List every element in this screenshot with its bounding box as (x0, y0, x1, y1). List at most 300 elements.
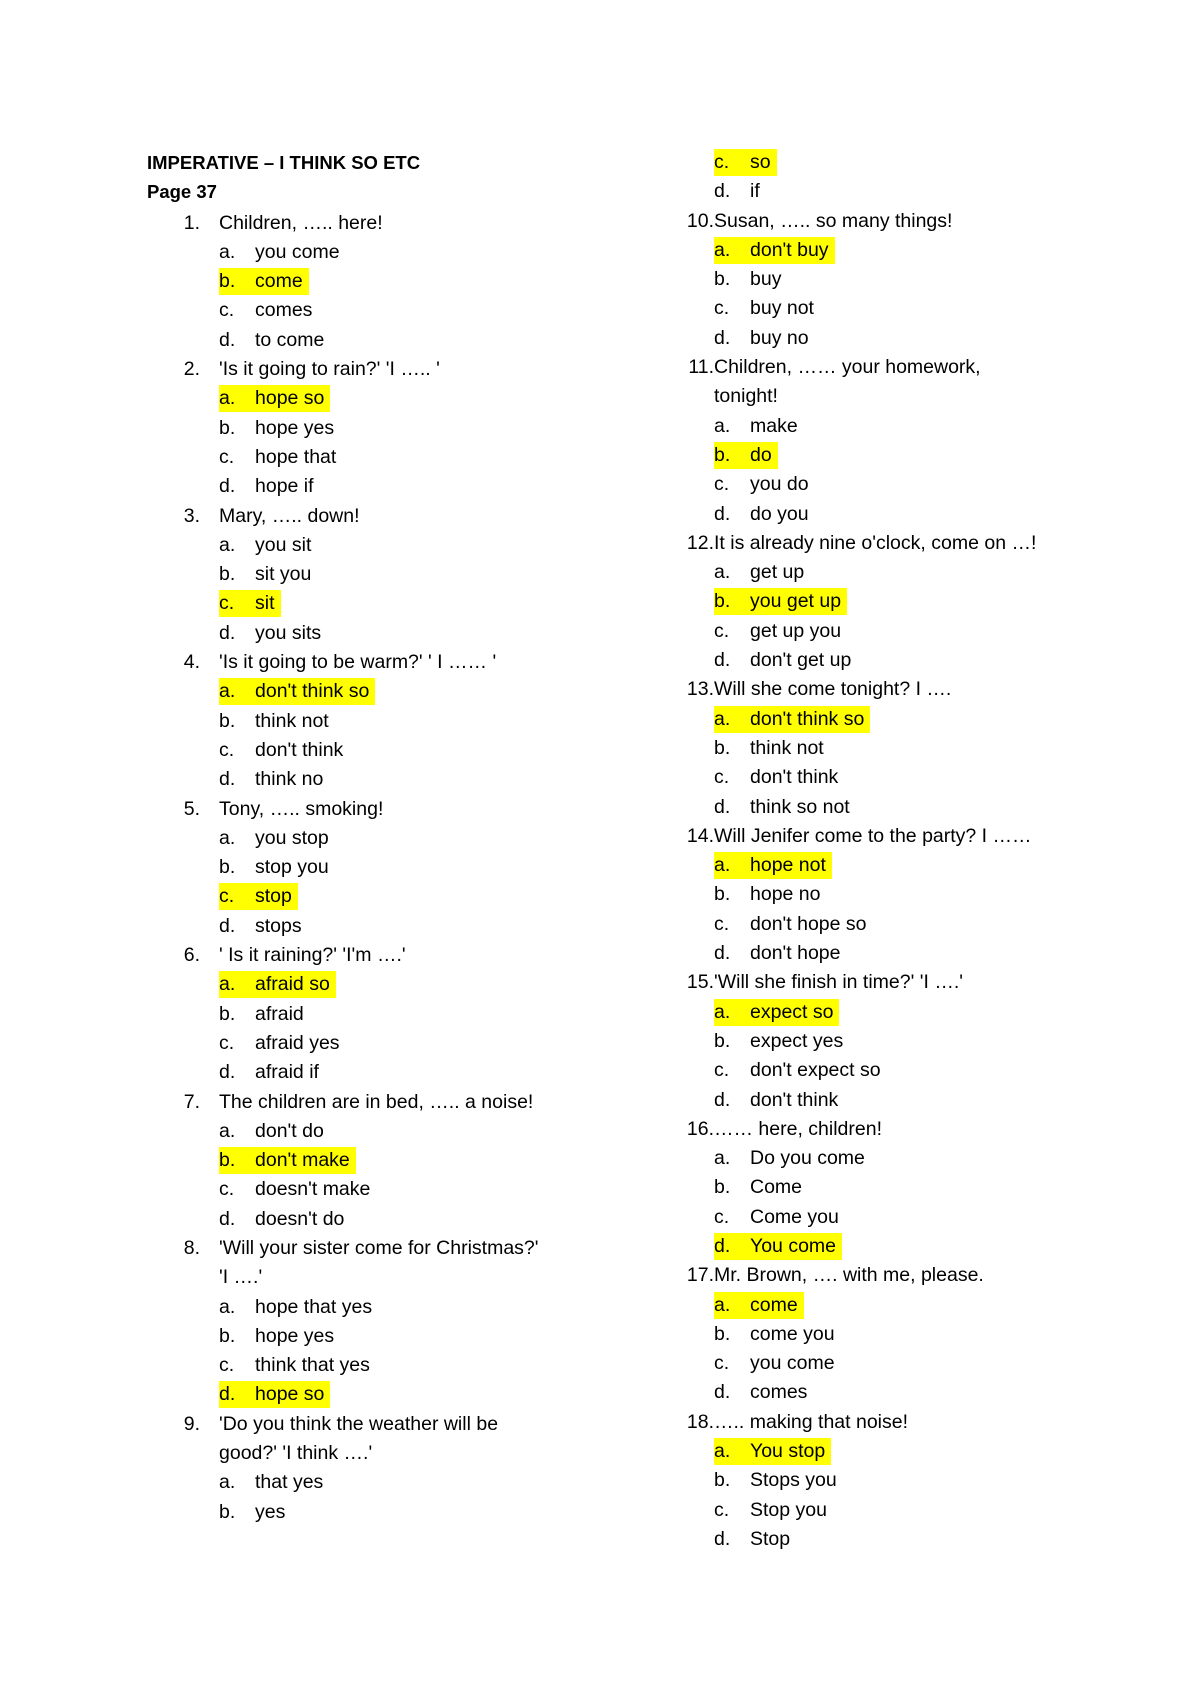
option-letter: c. (219, 445, 235, 468)
option-text: come (255, 270, 303, 293)
option-line (676, 558, 1116, 587)
option-letter: a. (714, 1440, 731, 1463)
option-text: comes (750, 1381, 808, 1404)
answer-option (714, 1087, 838, 1114)
question-number: 2. (183, 358, 200, 381)
question-list-right (676, 148, 1116, 1554)
question-line (676, 529, 1116, 558)
option-line (147, 267, 617, 296)
option-text: think so not (750, 795, 850, 818)
option-line (147, 736, 617, 765)
answer-option (714, 618, 841, 645)
question-text: 'Will your sister come for Christmas?' (219, 1236, 539, 1259)
question-line (676, 382, 1116, 411)
answer-option (219, 1001, 304, 1028)
option-text: Stop (750, 1527, 791, 1550)
correct-answer-option (219, 971, 336, 998)
answer-option (714, 1497, 827, 1524)
option-text: hope that yes (255, 1295, 373, 1318)
option-line (147, 560, 617, 589)
option-letter: a. (714, 414, 731, 437)
option-line (676, 294, 1116, 323)
option-text: think that yes (255, 1354, 370, 1377)
answer-option (219, 1323, 334, 1350)
answer-option (714, 1174, 802, 1201)
option-text: you come (255, 240, 340, 263)
option-letter: d. (714, 1381, 731, 1404)
question-line (147, 209, 617, 238)
option-letter: a. (219, 240, 236, 263)
answer-option (714, 1057, 881, 1084)
option-line (676, 265, 1116, 294)
question-text: 'I ….' (219, 1266, 263, 1289)
option-line (676, 1466, 1116, 1495)
answer-option (219, 854, 329, 881)
answer-option (219, 297, 312, 324)
option-line (147, 765, 617, 794)
option-text: yes (255, 1500, 286, 1523)
option-text: hope yes (255, 416, 335, 439)
option-letter: d. (219, 768, 236, 791)
question-line (147, 1088, 617, 1117)
option-text: get up (750, 561, 805, 584)
option-line (676, 1378, 1116, 1407)
option-text: hope that (255, 445, 337, 468)
option-text: don't make (255, 1149, 350, 1172)
option-line (676, 1086, 1116, 1115)
option-text: buy no (750, 326, 809, 349)
right-column (676, 148, 1116, 1554)
option-text: Stops you (750, 1469, 837, 1492)
answer-option (714, 1467, 837, 1494)
option-line (676, 412, 1116, 441)
answer-option (714, 764, 838, 791)
option-letter: a. (219, 826, 236, 849)
question-item (676, 968, 1116, 1114)
option-letter: a. (219, 1471, 236, 1494)
option-line (147, 472, 617, 501)
option-text: doesn't do (255, 1207, 345, 1230)
option-line (676, 880, 1116, 909)
option-letter: c. (219, 738, 235, 761)
option-letter: b. (714, 736, 731, 759)
question-item (147, 355, 617, 501)
option-line (147, 912, 617, 941)
option-letter: c. (714, 1352, 730, 1375)
option-line (676, 998, 1116, 1027)
correct-answer-option (219, 1381, 330, 1408)
option-line (147, 531, 617, 560)
question-line (147, 1439, 617, 1468)
option-letter: d. (219, 475, 236, 498)
option-text: think not (750, 736, 824, 759)
option-text: don't buy (750, 238, 829, 261)
question-item (676, 822, 1116, 968)
option-line (676, 1320, 1116, 1349)
option-text: do (750, 443, 772, 466)
question-number: 10. (686, 209, 714, 232)
answer-option (219, 737, 343, 764)
answer-option (714, 735, 824, 762)
question-number: 13. (686, 678, 714, 701)
option-letter: d. (219, 1207, 236, 1230)
question-text: Children, ….. here! (219, 211, 383, 234)
question-item (147, 502, 617, 648)
option-text: don't think so (255, 680, 370, 703)
option-text: hope not (750, 854, 826, 877)
option-text: don't do (255, 1119, 324, 1142)
option-line (147, 1175, 617, 1204)
question-line (147, 1410, 617, 1439)
option-line (676, 1056, 1116, 1085)
question-line (147, 941, 617, 970)
option-letter: a. (714, 1000, 731, 1023)
option-line (676, 763, 1116, 792)
option-letter: a. (219, 1119, 236, 1142)
question-text: Mary, ….. down! (219, 504, 360, 527)
option-text: Come you (750, 1205, 839, 1228)
option-line (147, 1351, 617, 1380)
option-letter: a. (714, 854, 731, 877)
question-line (676, 1261, 1116, 1290)
question-number: 14. (686, 824, 714, 847)
option-text: think not (255, 709, 329, 732)
option-text: come you (750, 1322, 835, 1345)
correct-answer-option (714, 706, 870, 733)
option-text: Do you come (750, 1147, 865, 1170)
option-line (676, 1144, 1116, 1173)
option-line (676, 587, 1116, 616)
option-letter: d. (714, 180, 731, 203)
answer-option (219, 620, 321, 647)
option-letter: a. (714, 707, 731, 730)
question-text: Tony, ….. smoking! (219, 797, 384, 820)
answer-option (219, 327, 324, 354)
option-line (676, 646, 1116, 675)
option-letter: d. (219, 1061, 236, 1084)
option-letter: d. (219, 621, 236, 644)
option-line (147, 970, 617, 999)
question-line (676, 675, 1116, 704)
answer-option (219, 1118, 324, 1145)
option-line (147, 238, 617, 267)
question-text: It is already nine o'clock, come on …! (714, 531, 1037, 554)
option-letter: b. (219, 709, 236, 732)
option-line (676, 1203, 1116, 1232)
option-letter: d. (714, 942, 731, 965)
answer-option (714, 940, 840, 967)
question-line (676, 1115, 1116, 1144)
answer-option (714, 178, 760, 205)
question-number: 4. (183, 651, 200, 674)
option-letter: c. (219, 299, 235, 322)
option-line (676, 1173, 1116, 1202)
option-line (147, 296, 617, 325)
option-line (676, 1027, 1116, 1056)
option-letter: d. (219, 914, 236, 937)
answer-option (714, 559, 804, 586)
option-text: don't get up (750, 649, 852, 672)
option-letter: b. (714, 883, 731, 906)
question-line (676, 353, 1116, 382)
option-letter: c. (219, 1178, 235, 1201)
option-line (147, 1498, 617, 1527)
option-text: don't expect so (750, 1059, 881, 1082)
answer-option (714, 1145, 865, 1172)
option-line (676, 500, 1116, 529)
option-line (676, 1525, 1116, 1554)
option-text: hope yes (255, 1324, 335, 1347)
question-number: 1. (183, 211, 200, 234)
option-letter: c. (714, 912, 730, 935)
correct-answer-option (714, 588, 847, 615)
option-line (676, 1437, 1116, 1466)
option-letter: b. (219, 563, 236, 586)
option-line (676, 851, 1116, 880)
question-number: 18. (686, 1410, 714, 1433)
option-line (676, 734, 1116, 763)
answer-option (714, 1379, 807, 1406)
option-line (147, 707, 617, 736)
question-number: 12. (686, 531, 714, 554)
option-line (676, 705, 1116, 734)
option-letter: d. (219, 1383, 236, 1406)
option-letter: d. (219, 328, 236, 351)
document-title: IMPERATIVE – I THINK SO ETC (147, 152, 421, 173)
option-letter: c. (714, 1205, 730, 1228)
option-text: afraid if (255, 1061, 319, 1084)
answer-option (219, 708, 329, 735)
option-letter: b. (714, 268, 731, 291)
question-text: Will Jenifer come to the party? I …… (714, 824, 1032, 847)
option-text: doesn't make (255, 1178, 371, 1201)
option-letter: b. (714, 1176, 731, 1199)
correct-answer-option (219, 590, 281, 617)
option-line (676, 1291, 1116, 1320)
option-line (147, 326, 617, 355)
question-line (147, 1234, 617, 1263)
question-item (147, 1234, 617, 1410)
answer-option (219, 766, 323, 793)
option-text: come (750, 1293, 798, 1316)
option-text: hope so (255, 387, 325, 410)
answer-option (219, 1469, 323, 1496)
question-number: 17. (686, 1264, 714, 1287)
answer-option (219, 825, 329, 852)
correct-answer-option (714, 1292, 804, 1319)
option-text: you sit (255, 533, 312, 556)
question-line (147, 795, 617, 824)
page-label: Page 37 (147, 181, 217, 203)
option-text: don't think (750, 1088, 839, 1111)
correct-answer-option (714, 442, 778, 469)
option-text: Come (750, 1176, 803, 1199)
question-number: 7. (183, 1090, 200, 1113)
option-line (147, 619, 617, 648)
option-letter: b. (714, 1029, 731, 1052)
option-letter: d. (714, 649, 731, 672)
answer-option (219, 561, 311, 588)
question-number: 6. (183, 944, 200, 967)
question-item (147, 795, 617, 941)
option-text: afraid so (255, 973, 330, 996)
question-text: 'Will she finish in time?' 'I ….' (714, 971, 963, 994)
option-letter: c. (219, 592, 235, 615)
option-letter: a. (714, 1293, 731, 1316)
question-number: 5. (183, 797, 200, 820)
option-letter: d. (714, 502, 731, 525)
left-column (147, 148, 617, 1527)
option-text: so (750, 151, 771, 173)
option-text: hope if (255, 475, 314, 498)
option-line (147, 1117, 617, 1146)
option-line (147, 1029, 617, 1058)
question-line (147, 1263, 617, 1292)
question-number: 15. (686, 971, 714, 994)
option-text: get up you (750, 619, 842, 642)
option-line (147, 853, 617, 882)
answer-option (219, 1352, 370, 1379)
answer-option (714, 413, 798, 440)
option-letter: c. (219, 1031, 235, 1054)
option-text: buy not (750, 297, 814, 320)
correct-answer-option (219, 385, 330, 412)
option-letter: b. (219, 416, 236, 439)
answer-option (714, 881, 821, 908)
option-text: if (750, 180, 760, 203)
question-number: 9. (183, 1412, 200, 1435)
question-text: Susan, ….. so many things! (714, 209, 953, 232)
answer-option (219, 1294, 372, 1321)
question-item (676, 148, 1116, 207)
option-text: don't hope so (750, 912, 867, 935)
question-text: tonight! (714, 385, 778, 408)
option-letter: c. (714, 1059, 730, 1082)
option-line (147, 824, 617, 853)
answer-option (219, 1176, 370, 1203)
option-text: you do (750, 473, 809, 496)
option-letter: d. (714, 1234, 731, 1257)
answer-option (219, 913, 302, 940)
question-line (676, 207, 1116, 236)
option-letter: b. (219, 1500, 236, 1523)
option-text: make (750, 414, 798, 437)
option-text: comes (255, 299, 313, 322)
answer-option (219, 1059, 319, 1086)
option-text: stop you (255, 856, 329, 879)
option-line (676, 1232, 1116, 1261)
option-text: stop (255, 885, 292, 908)
answer-option (219, 444, 336, 471)
question-text: The children are in bed, ….. a noise! (219, 1090, 534, 1113)
answer-option (714, 1204, 839, 1231)
correct-answer-option (714, 1233, 842, 1260)
question-text: Will she come tonight? I …. (714, 678, 952, 701)
question-item (676, 529, 1116, 675)
option-letter: b. (714, 1469, 731, 1492)
correct-answer-option (219, 1147, 356, 1174)
option-text: Stop you (750, 1498, 827, 1521)
option-letter: a. (219, 973, 236, 996)
option-text: afraid yes (255, 1031, 340, 1054)
option-line (676, 148, 1116, 177)
correct-answer-option (714, 1438, 831, 1465)
answer-option (219, 473, 314, 500)
option-letter: b. (219, 1002, 236, 1025)
answer-option (714, 1321, 835, 1348)
option-letter: a. (219, 1295, 236, 1318)
question-number: 8. (183, 1236, 200, 1259)
option-text: You stop (750, 1440, 826, 1463)
answer-option (714, 295, 814, 322)
option-text: to come (255, 328, 325, 351)
question-line (676, 968, 1116, 997)
answer-option (219, 532, 311, 559)
option-letter: c. (714, 766, 730, 789)
answer-option (714, 471, 809, 498)
option-line (147, 1468, 617, 1497)
answer-option (714, 794, 850, 821)
option-letter: b. (219, 1324, 236, 1347)
answer-option (714, 1028, 843, 1055)
correct-answer-option (714, 852, 832, 879)
option-letter: a. (714, 238, 731, 261)
answer-option (219, 1206, 344, 1233)
question-line (147, 502, 617, 531)
question-item (147, 1410, 617, 1527)
option-text: sit you (255, 563, 312, 586)
option-line (676, 324, 1116, 353)
option-line (147, 443, 617, 472)
option-text: sit (255, 592, 275, 615)
option-line (676, 939, 1116, 968)
answer-option (714, 266, 781, 293)
option-letter: d. (714, 1088, 731, 1111)
question-text: 'Is it going to be warm?' ' I …… ' (219, 651, 497, 674)
option-letter: a. (219, 680, 236, 703)
question-item (676, 1408, 1116, 1554)
question-number: 16. (686, 1117, 714, 1140)
question-item (147, 941, 617, 1087)
option-line (676, 177, 1116, 206)
option-line (676, 617, 1116, 646)
option-letter: c. (714, 151, 730, 173)
question-item (147, 1088, 617, 1234)
option-text: don't think (750, 766, 839, 789)
question-number: 11. (688, 356, 714, 379)
option-line (147, 1058, 617, 1087)
answer-option (714, 1350, 835, 1377)
option-letter: a. (714, 1147, 731, 1170)
option-text: afraid (255, 1002, 304, 1025)
option-line (676, 236, 1116, 265)
option-line (147, 1000, 617, 1029)
option-line (147, 1205, 617, 1234)
answer-option (219, 1030, 340, 1057)
option-text: hope so (255, 1383, 325, 1406)
option-line (147, 1146, 617, 1175)
question-line (676, 1408, 1116, 1437)
question-text: ' Is it raining?' 'I'm ….' (219, 944, 406, 967)
option-letter: b. (714, 443, 731, 466)
option-letter: b. (714, 590, 731, 613)
option-letter: d. (714, 326, 731, 349)
answer-option (219, 239, 340, 266)
question-text: …… here, children! (714, 1117, 882, 1140)
answer-option (714, 325, 809, 352)
option-letter: c. (219, 1354, 235, 1377)
question-text: 'Is it going to rain?' 'I ….. ' (219, 358, 440, 381)
